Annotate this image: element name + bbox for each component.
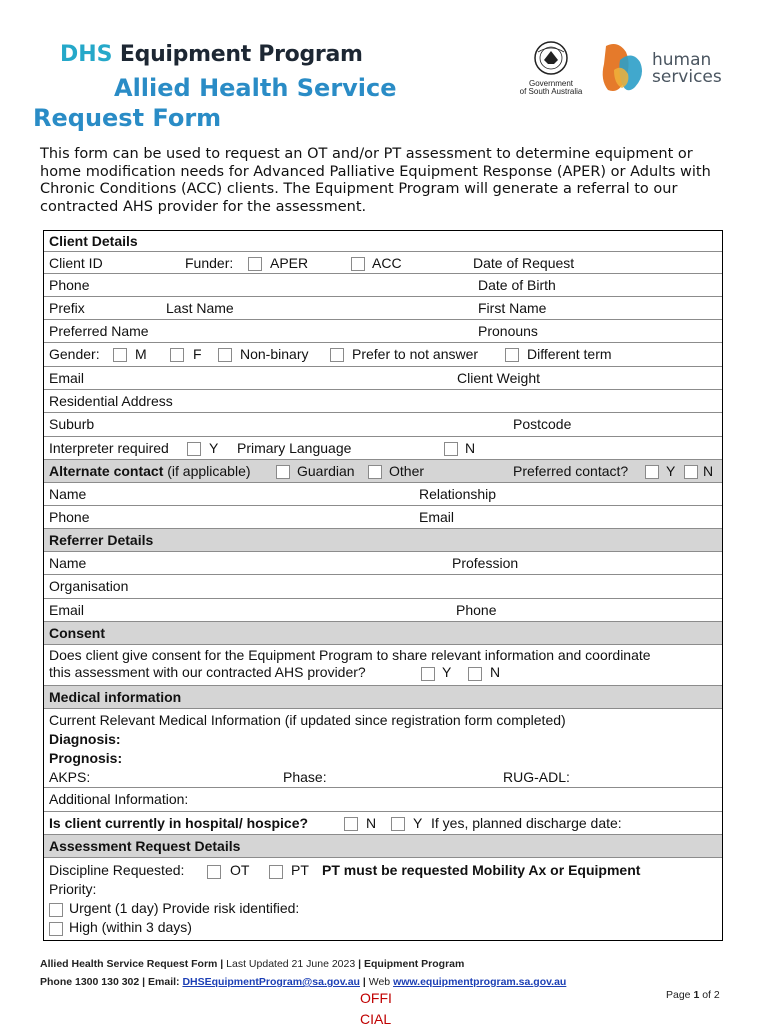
label-profession: Profession <box>452 555 519 571</box>
row-interpreter <box>44 437 722 460</box>
label-prognosis: Prognosis: <box>49 750 123 766</box>
label-gender-nonbinary: Non-binary <box>240 346 309 362</box>
medical-line-scores <box>49 768 718 787</box>
label-suburb: Suburb <box>49 416 95 432</box>
row-hospital <box>44 812 722 835</box>
section-consent <box>44 622 722 645</box>
checkbox-interpreter-y[interactable] <box>187 440 201 456</box>
label-other: Other <box>389 463 425 479</box>
label-guardian: Guardian <box>297 463 355 479</box>
official-line1: OFFI <box>360 990 392 1006</box>
section-title: Consent <box>49 625 105 641</box>
checkbox-gender-prefer-not[interactable] <box>330 346 344 362</box>
label-interpreter-n: N <box>465 440 476 456</box>
footer-line2 <box>40 976 566 988</box>
checkbox-consent-n[interactable] <box>468 665 482 683</box>
label-client-id: Client ID <box>49 255 103 271</box>
label-primary-language: Primary Language <box>237 440 352 456</box>
alternate-contact-note: (if applicable) <box>163 463 251 479</box>
label-postcode: Postcode <box>513 416 572 432</box>
checkbox-gender-nonbinary[interactable] <box>218 346 232 362</box>
label-alt-email: Email <box>419 509 455 525</box>
footer-line1 <box>40 958 464 970</box>
hs-logo-line2: services <box>652 67 722 87</box>
label-first-name: First Name <box>478 300 547 316</box>
label-last-name: Last Name <box>166 300 234 316</box>
hs-logo-text <box>652 52 722 86</box>
label-relationship: Relationship <box>419 486 497 502</box>
assessment-line-priority <box>49 880 718 899</box>
medical-line-diagnosis <box>49 730 718 749</box>
row-assessment-details <box>44 858 722 940</box>
brand-dhs: DHS <box>60 42 113 67</box>
label-priority: Priority: <box>49 881 97 897</box>
row-phone-dob <box>44 274 722 297</box>
checkbox-interpreter-n[interactable] <box>444 440 458 456</box>
label-organisation: Organisation <box>49 578 129 594</box>
request-form-table <box>43 230 723 941</box>
checkbox-preferred-n[interactable] <box>684 463 698 479</box>
label-ot: OT <box>230 862 250 878</box>
footer-sep1: | <box>217 958 227 970</box>
row-alt-name <box>44 483 722 506</box>
footer-web-link[interactable]: www.equipmentprogram.sa.gov.au <box>393 976 567 988</box>
checkbox-gender-m[interactable] <box>113 346 127 362</box>
row-alt-phone <box>44 506 722 529</box>
checkbox-other[interactable] <box>368 463 382 479</box>
section-title: Client Details <box>49 233 138 249</box>
section-alternate-contact <box>44 460 722 483</box>
label-consent-n: N <box>490 664 501 680</box>
section-title: Medical information <box>49 689 182 705</box>
section-referrer-details <box>44 529 722 552</box>
section-title: Referrer Details <box>49 532 154 548</box>
label-gender-f: F <box>193 346 202 362</box>
row-medical-details <box>44 709 722 788</box>
checkbox-acc[interactable] <box>351 255 365 271</box>
label-interpreter-y: Y <box>209 440 219 456</box>
label-preferred-contact: Preferred contact? <box>513 463 629 479</box>
label-client-weight: Client Weight <box>457 370 541 386</box>
page-of: of <box>699 989 714 1001</box>
official-line2: CIAL <box>360 1011 392 1027</box>
footer-phone: Phone 1300 130 302 <box>40 976 140 988</box>
assessment-line-urgent <box>49 899 718 918</box>
label-residential-address: Residential Address <box>49 393 173 409</box>
consent-line2 <box>49 664 718 681</box>
label-akps: AKPS: <box>49 769 91 785</box>
label-diagnosis: Diagnosis: <box>49 731 121 747</box>
row-names <box>44 297 722 320</box>
label-date-request: Date of Request <box>473 255 575 271</box>
checkbox-gender-f[interactable] <box>170 346 184 362</box>
label-gender-different: Different term <box>527 346 612 362</box>
assessment-line-discipline <box>49 861 718 880</box>
row-email-weight <box>44 367 722 390</box>
label-phase: Phase: <box>283 769 327 785</box>
human-services-mark-icon <box>600 40 650 96</box>
gov-logo-line2: of South Australia <box>519 87 583 96</box>
label-preferred-n: N <box>703 463 714 479</box>
page-total: 2 <box>713 989 720 1001</box>
label-interpreter: Interpreter required <box>49 440 169 456</box>
footer-sep2: | <box>355 958 364 970</box>
alternate-contact-title <box>49 463 251 479</box>
footer-web-label: Web <box>368 976 394 988</box>
row-organisation <box>44 575 722 599</box>
label-pt-note: PT must be requested Mobility Ax or Equipment <box>322 862 641 878</box>
checkbox-ot[interactable] <box>207 862 221 881</box>
checkbox-gender-different[interactable] <box>505 346 519 362</box>
section-assessment-request <box>44 835 722 858</box>
consent-line1 <box>49 647 718 664</box>
label-consent-y: Y <box>442 664 452 680</box>
checkbox-guardian[interactable] <box>276 463 290 479</box>
footer-sep4: | <box>359 976 369 988</box>
checkbox-consent-y[interactable] <box>421 665 435 683</box>
section-medical-information <box>44 686 722 709</box>
label-acc: ACC <box>372 255 402 271</box>
medical-line-current <box>49 711 718 730</box>
label-discipline: Discipline Requested: <box>49 862 185 878</box>
label-referrer-phone: Phone <box>456 602 497 618</box>
hs-logo-line1: human <box>652 50 712 70</box>
checkbox-preferred-y[interactable] <box>645 463 659 479</box>
row-address <box>44 390 722 413</box>
footer-sep3: | <box>139 976 149 988</box>
form-title-line1: Allied Health Service <box>114 74 397 102</box>
row-preferred-name <box>44 320 722 343</box>
footer-form-name: Allied Health Service Request Form <box>40 958 218 970</box>
brand-title <box>60 42 363 67</box>
label-discharge-date: If yes, planned discharge date: <box>431 815 622 831</box>
label-aper: APER <box>270 255 309 271</box>
row-consent <box>44 645 722 686</box>
page-number <box>666 989 720 1001</box>
label-gender: Gender: <box>49 346 100 362</box>
label-urgent: Urgent (1 day) Provide risk identified: <box>69 900 300 916</box>
gov-logo-line1: Government <box>528 79 574 88</box>
label-hospital-question: Is client currently in hospital/ hospice? <box>49 815 309 831</box>
checkbox-hospital-n[interactable] <box>344 815 358 831</box>
intro-paragraph: This form can be used to request an OT and/or PT assessment to determine equipment or home modification needs for Advanced Palliative Equipment Response (APER) or Adults with Chronic Conditions (ACC) clients. The Equipment Program will generate a referral to our contracted AHS provider for the assessment. <box>40 146 711 215</box>
consent-question-line2: this assessment with our contracted AHS provider? <box>49 664 366 680</box>
row-referrer-name <box>44 552 722 575</box>
checkbox-aper[interactable] <box>248 255 262 271</box>
brand-name: Equipment Program <box>112 42 363 67</box>
label-dob: Date of Birth <box>478 277 556 293</box>
assessment-line-high <box>49 918 718 937</box>
row-gender <box>44 343 722 367</box>
label-preferred-y: Y <box>666 463 676 479</box>
footer-email-link[interactable]: DHSEquipmentProgram@sa.gov.au <box>182 976 360 988</box>
label-hospital-y: Y <box>413 815 423 831</box>
label-referrer-name: Name <box>49 555 87 571</box>
label-pt: PT <box>291 862 309 878</box>
sa-crest-icon <box>508 40 594 80</box>
label-gender-m: M <box>135 346 147 362</box>
footer-updated: Last Updated 21 June 2023 <box>226 958 356 970</box>
label-rug-adl: RUG-ADL: <box>503 769 570 785</box>
checkbox-urgent[interactable] <box>49 900 63 919</box>
label-gender-prefer-not: Prefer to not answer <box>352 346 479 362</box>
page-prefix: Page <box>666 989 694 1001</box>
form-title-line2: Request Form <box>33 104 222 132</box>
label-high: High (within 3 days) <box>69 919 192 935</box>
label-alt-phone: Phone <box>49 509 90 525</box>
human-services-logo <box>600 40 720 96</box>
checkbox-hospital-y[interactable] <box>391 815 405 831</box>
medical-line-prognosis <box>49 749 718 768</box>
row-additional-info <box>44 788 722 812</box>
alternate-contact-bold: Alternate contact <box>49 463 164 479</box>
section-client-details <box>44 231 722 252</box>
label-pronouns: Pronouns <box>478 323 538 339</box>
footer-email-label: Email: <box>148 976 183 988</box>
section-title: Assessment Request Details <box>49 838 241 854</box>
page-current: 1 <box>693 989 700 1001</box>
government-sa-logo <box>508 40 594 95</box>
row-client-id <box>44 252 722 274</box>
label-email: Email <box>49 370 85 386</box>
label-additional-info: Additional Information: <box>49 791 189 807</box>
label-funder: Funder: <box>185 255 234 271</box>
consent-question-line1: Does client give consent for the Equipment Program to share relevant information and coordinate <box>49 647 651 663</box>
label-current-medical: Current Relevant Medical Information (if updated since registration form completed) <box>49 712 566 728</box>
label-alt-name: Name <box>49 486 87 502</box>
checkbox-pt[interactable] <box>269 862 283 881</box>
row-suburb <box>44 413 722 437</box>
label-hospital-n: N <box>366 815 377 831</box>
footer-program: Equipment Program <box>363 958 465 970</box>
row-referrer-contact <box>44 599 722 622</box>
label-prefix: Prefix <box>49 300 85 316</box>
checkbox-high[interactable] <box>49 919 63 938</box>
label-phone: Phone <box>49 277 90 293</box>
label-referrer-email: Email <box>49 602 85 618</box>
label-preferred-name: Preferred Name <box>49 323 149 339</box>
